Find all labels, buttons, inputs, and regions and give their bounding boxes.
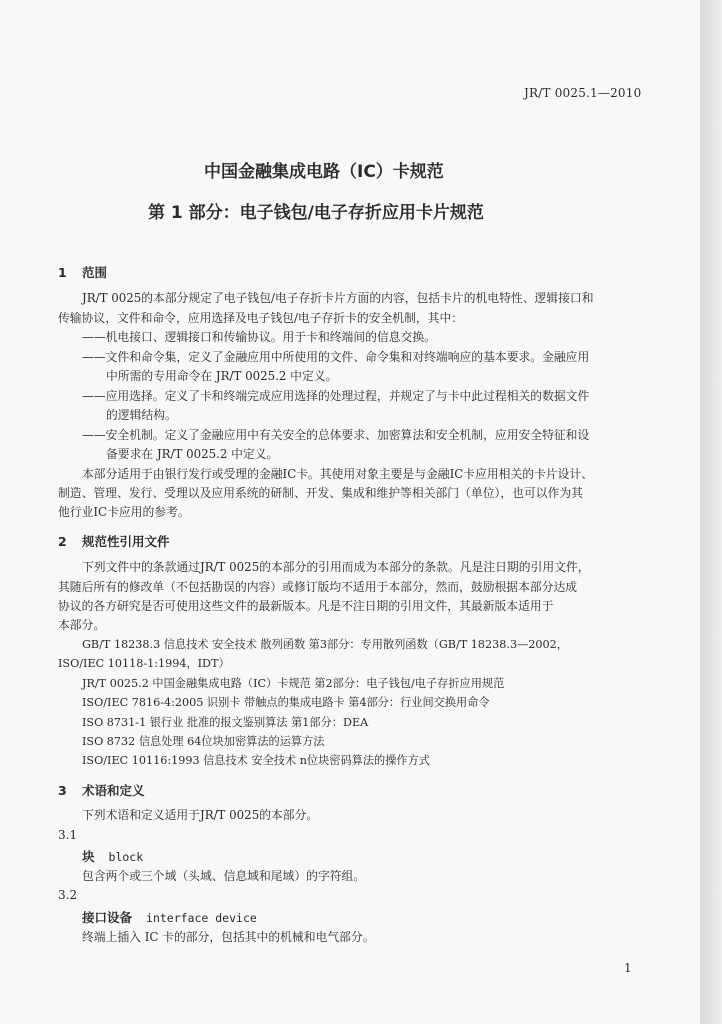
standard-number: JR/T 0025.1—2010: [524, 86, 642, 100]
paragraph-line: 他行业IC卡应用的参考。: [58, 505, 190, 519]
section-number: 1: [58, 265, 67, 280]
term-number: 3.1: [58, 828, 78, 842]
section-number: 3: [58, 783, 67, 798]
list-item: ——应用选择。定义了卡和终端完成应用选择的处理过程，并规定了与卡中此过程相关的数据文件: [82, 389, 590, 403]
paragraph-line: 下列文件中的条款通过JR/T 0025的本部分的引用而成为本部分的条款。凡是注日期的引用文件，: [82, 560, 590, 574]
list-item-cont: 的逻辑结构。: [106, 408, 177, 422]
page-edge: [700, 0, 722, 1024]
term-heading: [82, 847, 143, 865]
reference-item: ISO 8731-1 银行业 批准的报文鉴别算法 第1部分：DEA: [82, 716, 369, 729]
reference-item-cont: ISO/IEC 10118-1:1994，IDT）: [58, 657, 230, 670]
page-number: 1: [624, 961, 632, 975]
paragraph-line: 下列术语和定义适用于JR/T 0025的本部分。: [82, 808, 319, 822]
reference-item: ISO/IEC 10116:1993 信息技术 安全技术 n位块密码算法的操作方式: [82, 754, 430, 767]
reference-item: ISO 8732 信息处理 64位块加密算法的运算方法: [82, 735, 325, 748]
document-title: 中国金融集成电路（IC）卡规范: [204, 162, 444, 182]
paragraph-line: 本部分适用于由银行发行或受理的金融IC卡。其使用对象主要是与金融IC卡应用相关的卡片设计、: [82, 467, 594, 481]
part-title: 第 1 部分：电子钱包/电子存折应用卡片规范: [148, 203, 484, 223]
section-title: 术语和定义: [82, 783, 145, 798]
paragraph-line: 制造、管理、发行、受理以及应用系统的研制、开发、集成和维护等相关部门（单位），也可以作为其: [58, 486, 583, 500]
paragraph-line: 传输协议，文件和命令，应用选择及电子钱包/电子存折卡的安全机制，其中：: [58, 311, 464, 325]
list-item: ——安全机制。定义了金融应用中有关安全的总体要求、加密算法和安全机制，应用安全特征和设: [82, 428, 590, 442]
list-item-cont: 中所需的专用命令在 JR/T 0025.2 中定义。: [106, 369, 338, 383]
paragraph-line: 协议的各方研究是否可使用这些文件的最新版本。凡是不注日期的引用文件，其最新版本适用于: [58, 599, 554, 613]
list-item: ——文件和命令集，定义了金融应用中所使用的文件、命令集和对终端响应的基本要求。金融应用: [82, 350, 590, 364]
reference-item: JR/T 0025.2 中国金融集成电路（IC）卡规范 第2部分：电子钱包/电子存折应用规范: [82, 677, 505, 690]
paragraph-line: 其随后所有的修改单（不包括勘误的内容）或修订版均不适用于本部分，然而，鼓励根据本部分达成: [58, 580, 578, 594]
section-3-heading: [58, 781, 145, 799]
term-definition: 包含两个或三个域（头域、信息域和尾域）的字符组。: [82, 869, 366, 883]
reference-item: ISO/IEC 7816-4:2005 识别卡 带触点的集成电路卡 第4部分：行业间交换用命令: [82, 696, 490, 709]
term-definition: 终端上插入 IC 卡的部分，包括其中的机械和电气部分。: [82, 930, 375, 944]
term-number: 3.2: [58, 888, 78, 902]
list-item: ——机电接口、逻辑接口和传输协议。用于卡和终端间的信息交换。: [82, 330, 436, 344]
reference-item: GB/T 18238.3 信息技术 安全技术 散列函数 第3部分：专用散列函数（GB/T 18238.3—2002，: [82, 638, 568, 651]
term-en: interface device: [146, 911, 257, 925]
section-title: 范围: [82, 265, 108, 280]
section-1-heading: [58, 263, 107, 281]
section-2-heading: [58, 532, 170, 550]
term-heading: [82, 908, 257, 926]
paragraph-line: 本部分。: [58, 618, 106, 632]
term-zh: 块: [82, 849, 95, 864]
section-title: 规范性引用文件: [82, 534, 170, 549]
section-number: 2: [58, 534, 67, 549]
term-en: block: [108, 850, 144, 864]
term-zh: 接口设备: [82, 910, 133, 925]
paragraph-line: JR/T 0025的本部分规定了电子钱包/电子存折卡片方面的内容，包括卡片的机电特性、逻辑接口和: [82, 291, 594, 305]
list-item-cont: 备要求在 JR/T 0025.2 中定义。: [106, 447, 279, 461]
